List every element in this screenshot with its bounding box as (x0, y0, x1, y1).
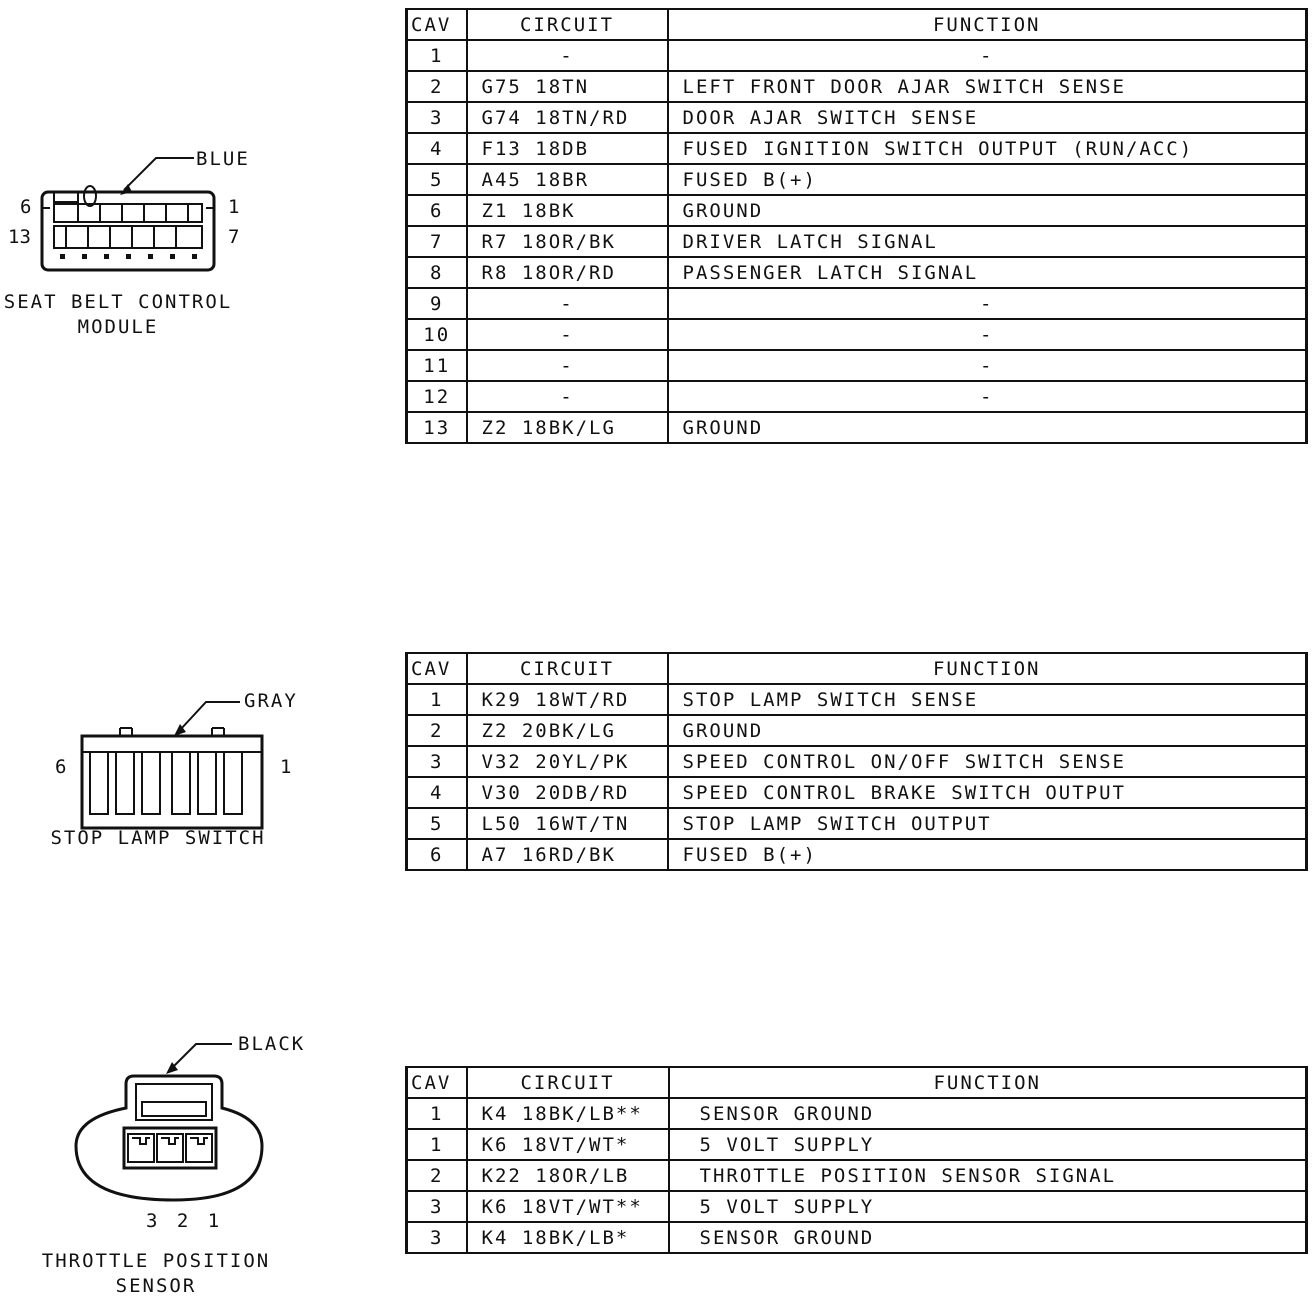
table-row (407, 715, 1307, 746)
cell-function: - (668, 319, 1307, 350)
cell-function: STOP LAMP SWITCH SENSE (668, 684, 1307, 715)
cell-circuit: F13 18DB (467, 133, 668, 164)
cell-function: - (668, 40, 1307, 71)
table-row (407, 381, 1307, 412)
cell-function: DRIVER LATCH SIGNAL (668, 226, 1307, 257)
cell-circuit: - (467, 381, 668, 412)
cell-cav: 1 (407, 40, 467, 71)
pin-label-13: 13 (8, 226, 31, 248)
header-cav: CAV (407, 1067, 467, 1098)
cell-function: PASSENGER LATCH SIGNAL (668, 257, 1307, 288)
header-function: FUNCTION (668, 9, 1307, 40)
pin-label-7: 7 (228, 226, 240, 248)
cell-function: FUSED B(+) (668, 164, 1307, 195)
table-row (407, 684, 1307, 715)
seat-belt-section (0, 0, 1312, 500)
table-row (407, 257, 1307, 288)
table-row (407, 195, 1307, 226)
cell-cav: 6 (407, 839, 467, 870)
table-row (407, 1191, 1307, 1222)
table-header-row (407, 9, 1307, 40)
table-row (407, 777, 1307, 808)
pinout-table (405, 1066, 1308, 1254)
pin-label-6: 6 (55, 756, 67, 778)
table-row (407, 350, 1307, 381)
cell-cav: 4 (407, 133, 467, 164)
cell-cav: 10 (407, 319, 467, 350)
table-row (407, 1098, 1307, 1129)
header-cav: CAV (407, 653, 467, 684)
throttle-sensor-section (0, 1020, 1312, 1300)
table-row (407, 808, 1307, 839)
connector-color-label: BLUE (196, 148, 250, 170)
cell-function: LEFT FRONT DOOR AJAR SWITCH SENSE (668, 71, 1307, 102)
cell-function: GROUND (668, 412, 1307, 443)
cell-function: GROUND (668, 715, 1307, 746)
cell-circuit: - (467, 319, 668, 350)
cell-cav: 5 (407, 164, 467, 195)
cell-cav: 2 (407, 715, 467, 746)
cell-circuit: K6 18VT/WT* (467, 1129, 669, 1160)
pinout-table (405, 652, 1308, 871)
cell-circuit: Z2 18BK/LG (467, 412, 668, 443)
cell-cav: 4 (407, 777, 467, 808)
cell-function: SPEED CONTROL BRAKE SWITCH OUTPUT (668, 777, 1307, 808)
pinout-table (405, 8, 1308, 444)
header-function: FUNCTION (669, 1067, 1307, 1098)
table-row (407, 226, 1307, 257)
pin-label-6: 6 (20, 196, 32, 218)
cell-function: - (668, 350, 1307, 381)
table-row (407, 288, 1307, 319)
cell-function: - (668, 288, 1307, 319)
cell-cav: 13 (407, 412, 467, 443)
cell-cav: 3 (407, 1222, 467, 1253)
cell-circuit: Z1 18BK (467, 195, 668, 226)
stop-lamp-connector-icon (60, 690, 300, 830)
table-header-row (407, 1067, 1307, 1098)
pin-label-1: 1 (228, 196, 240, 218)
cell-circuit: K29 18WT/RD (467, 684, 668, 715)
connector-name: SEAT BELT CONTROL MODULE (3, 291, 233, 338)
cell-cav: 11 (407, 350, 467, 381)
cell-circuit: K6 18VT/WT** (467, 1191, 669, 1222)
cell-cav: 7 (407, 226, 467, 257)
table-row (407, 746, 1307, 777)
cell-cav: 3 (407, 746, 467, 777)
table-header-row (407, 653, 1307, 684)
header-circuit: CIRCUIT (467, 1067, 669, 1098)
stop-lamp-section (0, 640, 1312, 900)
cell-cav: 3 (407, 102, 467, 133)
connector-name: STOP LAMP SWITCH (50, 827, 266, 849)
cell-function: DOOR AJAR SWITCH SENSE (668, 102, 1307, 133)
cell-cav: 3 (407, 1191, 467, 1222)
header-circuit: CIRCUIT (467, 653, 668, 684)
cell-cav: 2 (407, 71, 467, 102)
table-row (407, 1160, 1307, 1191)
table-row (407, 102, 1307, 133)
connector-name: THROTTLE POSITION SENSOR (41, 1250, 271, 1297)
cell-circuit: A45 18BR (467, 164, 668, 195)
cell-cav: 2 (407, 1160, 467, 1191)
cell-function: GROUND (668, 195, 1307, 226)
header-circuit: CIRCUIT (467, 9, 668, 40)
cell-function: SENSOR GROUND (669, 1098, 1307, 1129)
pin-labels: 3 2 1 (146, 1210, 224, 1232)
table-row (407, 71, 1307, 102)
cell-cav: 8 (407, 257, 467, 288)
cell-function: FUSED B(+) (668, 839, 1307, 870)
cell-cav: 9 (407, 288, 467, 319)
cell-function: THROTTLE POSITION SENSOR SIGNAL (669, 1160, 1307, 1191)
header-cav: CAV (407, 9, 467, 40)
cell-cav: 5 (407, 808, 467, 839)
cell-cav: 1 (407, 1098, 467, 1129)
cell-circuit: V30 20DB/RD (467, 777, 668, 808)
cell-function: SPEED CONTROL ON/OFF SWITCH SENSE (668, 746, 1307, 777)
table-row (407, 1129, 1307, 1160)
cell-circuit: K4 18BK/LB** (467, 1098, 669, 1129)
cell-circuit: - (467, 288, 668, 319)
cell-circuit: K22 18OR/LB (467, 1160, 669, 1191)
cell-cav: 12 (407, 381, 467, 412)
cell-circuit: G74 18TN/RD (467, 102, 668, 133)
cell-circuit: V32 20YL/PK (467, 746, 668, 777)
table-row (407, 40, 1307, 71)
cell-function: FUSED IGNITION SWITCH OUTPUT (RUN/ACC) (668, 133, 1307, 164)
cell-circuit: - (467, 350, 668, 381)
header-function: FUNCTION (668, 653, 1307, 684)
cell-circuit: R8 18OR/RD (467, 257, 668, 288)
cell-circuit: G75 18TN (467, 71, 668, 102)
cell-function: - (668, 381, 1307, 412)
cell-function: STOP LAMP SWITCH OUTPUT (668, 808, 1307, 839)
table-row (407, 1222, 1307, 1253)
connector-color-label: GRAY (244, 690, 298, 712)
table-row (407, 412, 1307, 443)
cell-function: 5 VOLT SUPPLY (669, 1129, 1307, 1160)
table-row (407, 839, 1307, 870)
cell-circuit: - (467, 40, 668, 71)
cell-function: 5 VOLT SUPPLY (669, 1191, 1307, 1222)
cell-cav: 1 (407, 684, 467, 715)
table-row (407, 319, 1307, 350)
cell-circuit: L50 16WT/TN (467, 808, 668, 839)
cell-circuit: A7 16RD/BK (467, 839, 668, 870)
cell-function: SENSOR GROUND (669, 1222, 1307, 1253)
seat-belt-connector-icon (20, 150, 250, 280)
cell-circuit: R7 18OR/BK (467, 226, 668, 257)
pin-label-1: 1 (280, 756, 292, 778)
table-row (407, 164, 1307, 195)
cell-cav: 1 (407, 1129, 467, 1160)
cell-circuit: K4 18BK/LB* (467, 1222, 669, 1253)
table-row (407, 133, 1307, 164)
throttle-sensor-connector-icon (66, 1034, 286, 1204)
connector-color-label: BLACK (238, 1033, 306, 1055)
cell-cav: 6 (407, 195, 467, 226)
cell-circuit: Z2 20BK/LG (467, 715, 668, 746)
